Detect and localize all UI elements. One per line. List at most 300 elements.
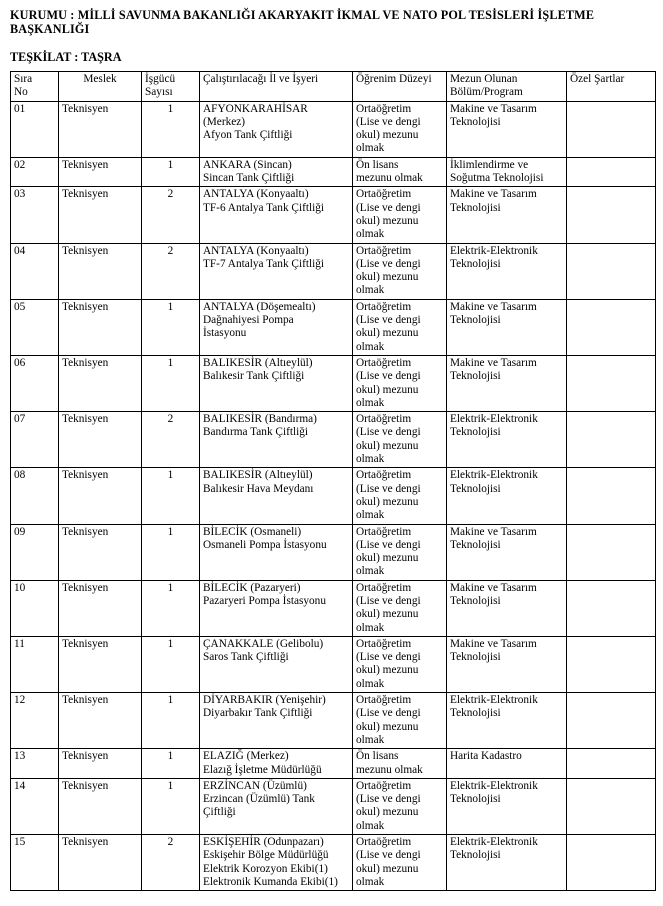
header-text: Meslek <box>83 73 117 85</box>
cell-location-line: Afyon Tank Çiftliği <box>203 129 293 142</box>
cell-count <box>142 835 200 891</box>
cell-education-line: olmak <box>356 509 385 522</box>
cell-location-line: ESKİŞEHİR (Odunpazarı) <box>203 836 324 849</box>
cell-job <box>59 636 142 692</box>
cell-location <box>200 468 353 524</box>
cell-count-text: 1 <box>167 525 174 538</box>
cell-job-text: Teknisyen <box>62 581 109 594</box>
cell-job <box>59 778 142 834</box>
cell-job-text: Teknisyen <box>62 836 109 849</box>
cell-location-line: ANTALYA (Döşemealtı) <box>203 300 316 313</box>
cell-program-line: Teknolojisi <box>450 482 501 495</box>
cell-location <box>200 693 353 749</box>
cell-location <box>200 157 353 187</box>
header-count <box>142 72 200 102</box>
cell-no-text: 13 <box>14 750 26 763</box>
cell-education-line: Ortaöğretim <box>356 836 412 849</box>
cell-special <box>567 412 656 468</box>
header-location <box>200 72 353 102</box>
cell-count-text: 2 <box>167 836 174 849</box>
cell-program-line: Teknolojisi <box>450 314 501 327</box>
cell-location <box>200 580 353 636</box>
cell-job-text: Teknisyen <box>62 750 109 763</box>
cell-count <box>142 468 200 524</box>
cell-location <box>200 636 353 692</box>
cell-job <box>59 355 142 411</box>
table-row <box>11 693 656 749</box>
cell-location-line: Eskişehir Bölge Müdürlüğü <box>203 849 329 862</box>
cell-no-text: 10 <box>14 581 26 594</box>
cell-program-line: Teknolojisi <box>450 115 501 128</box>
cell-education <box>353 749 447 779</box>
cell-education <box>353 299 447 355</box>
cell-education-line: Ortaöğretim <box>356 469 412 482</box>
cell-location-line: Erzincan (Üzümlü) Tank <box>203 793 315 806</box>
cell-education <box>353 355 447 411</box>
cell-no <box>11 580 59 636</box>
cell-program <box>447 299 567 355</box>
table-row <box>11 835 656 891</box>
table-row <box>11 524 656 580</box>
cell-location-line: DİYARBAKIR (Yenişehir) <box>203 694 326 707</box>
cell-location-line: (Merkez) <box>203 115 246 128</box>
cell-education <box>353 412 447 468</box>
cell-education-line: Ortaöğretim <box>356 356 412 369</box>
cell-count-text: 2 <box>167 188 174 201</box>
cell-program-line: Elektrik-Elektronik <box>450 694 538 707</box>
cell-education-line: okul) mezunu <box>356 129 419 142</box>
cell-count-text: 1 <box>167 779 174 792</box>
cell-program <box>447 693 567 749</box>
cell-location <box>200 299 353 355</box>
cell-job <box>59 187 142 243</box>
cell-location-line: Bandırma Tank Çiftliği <box>203 426 309 439</box>
cell-program <box>447 778 567 834</box>
cell-job <box>59 749 142 779</box>
cell-count-text: 1 <box>167 102 174 115</box>
header-education <box>353 72 447 102</box>
cell-education <box>353 524 447 580</box>
cell-count-text: 2 <box>167 244 174 257</box>
cell-count <box>142 580 200 636</box>
cell-location-line: BALIKESİR (Bandırma) <box>203 413 317 426</box>
table-body <box>11 101 656 891</box>
cell-program-line: İklimlendirme ve <box>450 158 529 171</box>
cell-job-text: Teknisyen <box>62 694 109 707</box>
cell-education-line: olmak <box>356 819 385 832</box>
cell-education-line: okul) mezunu <box>356 383 419 396</box>
cell-education-line: (Lise ve dengi <box>356 849 421 862</box>
cell-program-line: Teknolojisi <box>450 594 501 607</box>
cell-program-line: Teknolojisi <box>450 849 501 862</box>
cell-location <box>200 749 353 779</box>
cell-job <box>59 299 142 355</box>
cell-count-text: 1 <box>167 750 174 763</box>
cell-special <box>567 243 656 299</box>
cell-location-line: BALIKESİR (Altıeylül) <box>203 356 313 369</box>
cell-count <box>142 355 200 411</box>
cell-no-text: 03 <box>14 188 26 201</box>
cell-education-line: olmak <box>356 142 385 155</box>
cell-special <box>567 524 656 580</box>
cell-program-line: Makine ve Tasarım <box>450 525 537 538</box>
cell-count <box>142 693 200 749</box>
cell-no <box>11 468 59 524</box>
cell-program-line: Teknolojisi <box>450 793 501 806</box>
cell-education <box>353 693 447 749</box>
cell-count-text: 1 <box>167 300 174 313</box>
cell-education-line: (Lise ve dengi <box>356 707 421 720</box>
document-title-line: KURUMU : MİLLİ SAVUNMA BAKANLIĞI AKARYAKIT İKMAL VE NATO POL TESİSLERİ İŞLETME <box>10 8 595 22</box>
cell-no <box>11 412 59 468</box>
cell-program <box>447 524 567 580</box>
cell-count-text: 1 <box>167 694 174 707</box>
cell-program-line: Harita Kadastro <box>450 750 522 763</box>
cell-program-line: Teknolojisi <box>450 651 501 664</box>
cell-education-line: (Lise ve dengi <box>356 538 421 551</box>
table-row <box>11 187 656 243</box>
cell-no-text: 09 <box>14 525 26 538</box>
cell-program-line: Teknolojisi <box>450 426 501 439</box>
cell-education-line: okul) mezunu <box>356 271 419 284</box>
cell-count <box>142 778 200 834</box>
document-title <box>10 8 655 36</box>
table-row <box>11 468 656 524</box>
cell-program-line: Elektrik-Elektronik <box>450 779 538 792</box>
header-text: Özel Şartlar <box>570 73 625 85</box>
cell-education-line: (Lise ve dengi <box>356 482 421 495</box>
header-program <box>447 72 567 102</box>
cell-special <box>567 778 656 834</box>
cell-program-line: Makine ve Tasarım <box>450 581 537 594</box>
cell-education-line: mezunu olmak <box>356 172 423 185</box>
cell-job <box>59 580 142 636</box>
cell-no-text: 06 <box>14 356 26 369</box>
cell-education-line: (Lise ve dengi <box>356 651 421 664</box>
cell-program <box>447 101 567 157</box>
cell-location-line: Sincan Tank Çiftliği <box>203 172 295 185</box>
table-header-row <box>11 72 656 102</box>
table-row <box>11 636 656 692</box>
cell-education <box>353 835 447 891</box>
cell-program-line: Elektrik-Elektronik <box>450 836 538 849</box>
cell-program <box>447 636 567 692</box>
cell-count <box>142 299 200 355</box>
cell-education-line: okul) mezunu <box>356 720 419 733</box>
cell-special <box>567 355 656 411</box>
cell-location <box>200 524 353 580</box>
table-row <box>11 355 656 411</box>
cell-location-line: ERZİNCAN (Üzümlü) <box>203 779 307 792</box>
cell-location-line: AFYONKARAHİSAR <box>203 102 308 115</box>
cell-education-line: olmak <box>356 621 385 634</box>
cell-no <box>11 749 59 779</box>
cell-education <box>353 101 447 157</box>
cell-no-text: 15 <box>14 836 26 849</box>
cell-no-text: 12 <box>14 694 26 707</box>
cell-job-text: Teknisyen <box>62 779 109 792</box>
cell-count <box>142 412 200 468</box>
cell-program-line: Makine ve Tasarım <box>450 356 537 369</box>
cell-special <box>567 157 656 187</box>
cell-job <box>59 157 142 187</box>
cell-no <box>11 157 59 187</box>
header-text: Çalıştırılacağı İl ve İşyeri <box>203 73 319 85</box>
cell-program <box>447 157 567 187</box>
cell-program <box>447 187 567 243</box>
cell-no <box>11 299 59 355</box>
cell-location <box>200 835 353 891</box>
cell-education-line: okul) mezunu <box>356 552 419 565</box>
cell-location-line: Dağnahiyesi Pompa <box>203 314 294 327</box>
cell-program-line: Makine ve Tasarım <box>450 637 537 650</box>
cell-education-line: olmak <box>356 284 385 297</box>
cell-education-line: (Lise ve dengi <box>356 370 421 383</box>
cell-special <box>567 101 656 157</box>
cell-education <box>353 636 447 692</box>
cell-program-line: Makine ve Tasarım <box>450 102 537 115</box>
cell-education-line: (Lise ve dengi <box>356 257 421 270</box>
cell-location-line: BİLECİK (Osmaneli) <box>203 525 302 538</box>
cell-job-text: Teknisyen <box>62 158 109 171</box>
cell-education-line: olmak <box>356 875 385 888</box>
cell-education-line: Ortaöğretim <box>356 300 412 313</box>
organization-label: TEŞKİLAT : TAŞRA <box>10 50 122 64</box>
cell-special <box>567 299 656 355</box>
cell-count <box>142 243 200 299</box>
cell-special <box>567 636 656 692</box>
cell-education <box>353 468 447 524</box>
cell-education-line: olmak <box>356 396 385 409</box>
cell-location-line: Saros Tank Çiftliği <box>203 651 289 664</box>
cell-education-line: Ortaöğretim <box>356 413 412 426</box>
cell-education-line: okul) mezunu <box>356 214 419 227</box>
cell-job <box>59 693 142 749</box>
cell-location-line: Osmaneli Pompa İstasyonu <box>203 538 327 551</box>
cell-education-line: mezunu olmak <box>356 763 423 776</box>
cell-job-text: Teknisyen <box>62 300 109 313</box>
table-row <box>11 101 656 157</box>
cell-education-line: Ortaöğretim <box>356 694 412 707</box>
table-row <box>11 412 656 468</box>
cell-program <box>447 468 567 524</box>
header-text: No <box>14 86 28 99</box>
table-row <box>11 243 656 299</box>
cell-program-line: Elektrik-Elektronik <box>450 244 538 257</box>
table-row <box>11 749 656 779</box>
cell-program-line: Makine ve Tasarım <box>450 300 537 313</box>
cell-count <box>142 157 200 187</box>
cell-location-line: Balıkesir Hava Meydanı <box>203 482 314 495</box>
cell-job <box>59 412 142 468</box>
cell-education-line: (Lise ve dengi <box>356 793 421 806</box>
cell-education <box>353 187 447 243</box>
cell-program <box>447 355 567 411</box>
cell-no-text: 11 <box>14 637 25 650</box>
cell-education-line: okul) mezunu <box>356 806 419 819</box>
cell-no-text: 02 <box>14 158 26 171</box>
cell-program <box>447 749 567 779</box>
cell-no <box>11 693 59 749</box>
cell-job <box>59 468 142 524</box>
cell-job-text: Teknisyen <box>62 356 109 369</box>
cell-no-text: 14 <box>14 779 26 792</box>
header-text: Mezun Olunan <box>450 73 518 85</box>
cell-no-text: 07 <box>14 413 26 426</box>
cell-job-text: Teknisyen <box>62 637 109 650</box>
document-title-line: BAŞKANLIĞI <box>10 22 90 36</box>
cell-education-line: okul) mezunu <box>356 862 419 875</box>
cell-education-line: Ortaöğretim <box>356 525 412 538</box>
cell-count <box>142 749 200 779</box>
header-text: Öğrenim Düzeyi <box>356 73 432 85</box>
cell-education-line: olmak <box>356 677 385 690</box>
cell-location-line: ANKARA (Sincan) <box>203 158 292 171</box>
cell-no <box>11 243 59 299</box>
cell-count <box>142 524 200 580</box>
cell-location <box>200 412 353 468</box>
cell-education-line: (Lise ve dengi <box>356 115 421 128</box>
cell-job-text: Teknisyen <box>62 525 109 538</box>
cell-education-line: okul) mezunu <box>356 664 419 677</box>
cell-special <box>567 187 656 243</box>
cell-education-line: Ortaöğretim <box>356 637 412 650</box>
cell-special <box>567 749 656 779</box>
cell-no <box>11 636 59 692</box>
cell-program-line: Teknolojisi <box>450 707 501 720</box>
cell-no <box>11 355 59 411</box>
cell-education <box>353 580 447 636</box>
cell-program <box>447 412 567 468</box>
cell-education-line: okul) mezunu <box>356 608 419 621</box>
cell-job-text: Teknisyen <box>62 244 109 257</box>
cell-education-line: Ön lisans <box>356 750 399 763</box>
cell-no <box>11 778 59 834</box>
cell-special <box>567 693 656 749</box>
cell-special <box>567 580 656 636</box>
cell-location <box>200 101 353 157</box>
cell-location-line: Pazaryeri Pompa İstasyonu <box>203 594 326 607</box>
cell-special <box>567 468 656 524</box>
cell-location-line: Elektronik Kumanda Ekibi(1) <box>203 875 338 888</box>
cell-job-text: Teknisyen <box>62 188 109 201</box>
header-text: Bölüm/Program <box>450 86 523 99</box>
cell-count-text: 2 <box>167 413 174 426</box>
cell-education-line: Ortaöğretim <box>356 188 412 201</box>
cell-education-line: Ön lisans <box>356 158 399 171</box>
cell-no <box>11 187 59 243</box>
header-text: Sayısı <box>145 86 173 99</box>
cell-location-line: İstasyonu <box>203 327 247 340</box>
cell-location <box>200 243 353 299</box>
cell-location-line: BİLECİK (Pazaryeri) <box>203 581 301 594</box>
cell-count <box>142 187 200 243</box>
cell-education-line: (Lise ve dengi <box>356 201 421 214</box>
cell-location-line: Balıkesir Tank Çiftliği <box>203 370 305 383</box>
cell-no <box>11 835 59 891</box>
cell-count <box>142 636 200 692</box>
cell-count-text: 1 <box>167 581 174 594</box>
header-job <box>59 72 142 102</box>
cell-education-line: (Lise ve dengi <box>356 594 421 607</box>
cell-education-line: olmak <box>356 453 385 466</box>
cell-job <box>59 835 142 891</box>
cell-no-text: 04 <box>14 244 26 257</box>
cell-count-text: 1 <box>167 356 174 369</box>
cell-education-line: Ortaöğretim <box>356 244 412 257</box>
cell-location <box>200 355 353 411</box>
cell-location-line: Elektrik Korozyon Ekibi(1) <box>203 862 328 875</box>
cell-education <box>353 157 447 187</box>
cell-location-line: TF-7 Antalya Tank Çiftliği <box>203 257 325 270</box>
cell-no <box>11 101 59 157</box>
cell-program <box>447 243 567 299</box>
cell-program-line: Teknolojisi <box>450 538 501 551</box>
cell-no-text: 05 <box>14 300 26 313</box>
cell-program <box>447 580 567 636</box>
cell-education-line: okul) mezunu <box>356 439 419 452</box>
cell-job <box>59 524 142 580</box>
cell-job-text: Teknisyen <box>62 102 109 115</box>
cell-education-line: olmak <box>356 733 385 746</box>
header-no <box>11 72 59 102</box>
cell-program-line: Makine ve Tasarım <box>450 188 537 201</box>
cell-education <box>353 778 447 834</box>
cell-education-line: olmak <box>356 340 385 353</box>
cell-count <box>142 101 200 157</box>
table-row <box>11 580 656 636</box>
cell-education <box>353 243 447 299</box>
cell-location-line: Çiftliği <box>203 806 236 819</box>
cell-education-line: okul) mezunu <box>356 495 419 508</box>
cell-location-line: ANTALYA (Konyaaltı) <box>203 244 309 257</box>
cell-program <box>447 835 567 891</box>
cell-count-text: 1 <box>167 637 174 650</box>
cell-program-line: Elektrik-Elektronik <box>450 413 538 426</box>
cell-education-line: Ortaöğretim <box>356 779 412 792</box>
cell-job <box>59 243 142 299</box>
cell-location-line: ÇANAKKALE (Gelibolu) <box>203 637 324 650</box>
table-row <box>11 778 656 834</box>
cell-location-line: Elazığ İşletme Müdürlüğü <box>203 763 322 776</box>
cell-program-line: Teknolojisi <box>450 201 501 214</box>
cell-location-line: TF-6 Antalya Tank Çiftliği <box>203 201 325 214</box>
cell-location-line: Diyarbakır Tank Çiftliği <box>203 707 313 720</box>
cell-special <box>567 835 656 891</box>
cell-education-line: (Lise ve dengi <box>356 314 421 327</box>
cell-job-text: Teknisyen <box>62 413 109 426</box>
cell-job-text: Teknisyen <box>62 469 109 482</box>
table-row <box>11 157 656 187</box>
cell-program-line: Teknolojisi <box>450 257 501 270</box>
cell-education-line: Ortaöğretim <box>356 581 412 594</box>
cell-count-text: 1 <box>167 158 174 171</box>
cell-location <box>200 778 353 834</box>
cell-program-line: Soğutma Teknolojisi <box>450 172 544 185</box>
cell-location-line: ANTALYA (Konyaaltı) <box>203 188 309 201</box>
header-text: Sıra <box>14 73 33 85</box>
header-special <box>567 72 656 102</box>
positions-table <box>10 71 656 891</box>
cell-location-line: BALIKESİR (Altıeylül) <box>203 469 313 482</box>
cell-education-line: Ortaöğretim <box>356 102 412 115</box>
cell-count-text: 1 <box>167 469 174 482</box>
cell-education-line: (Lise ve dengi <box>356 426 421 439</box>
cell-location <box>200 187 353 243</box>
cell-program-line: Teknolojisi <box>450 370 501 383</box>
cell-no-text: 08 <box>14 469 26 482</box>
table-row <box>11 299 656 355</box>
